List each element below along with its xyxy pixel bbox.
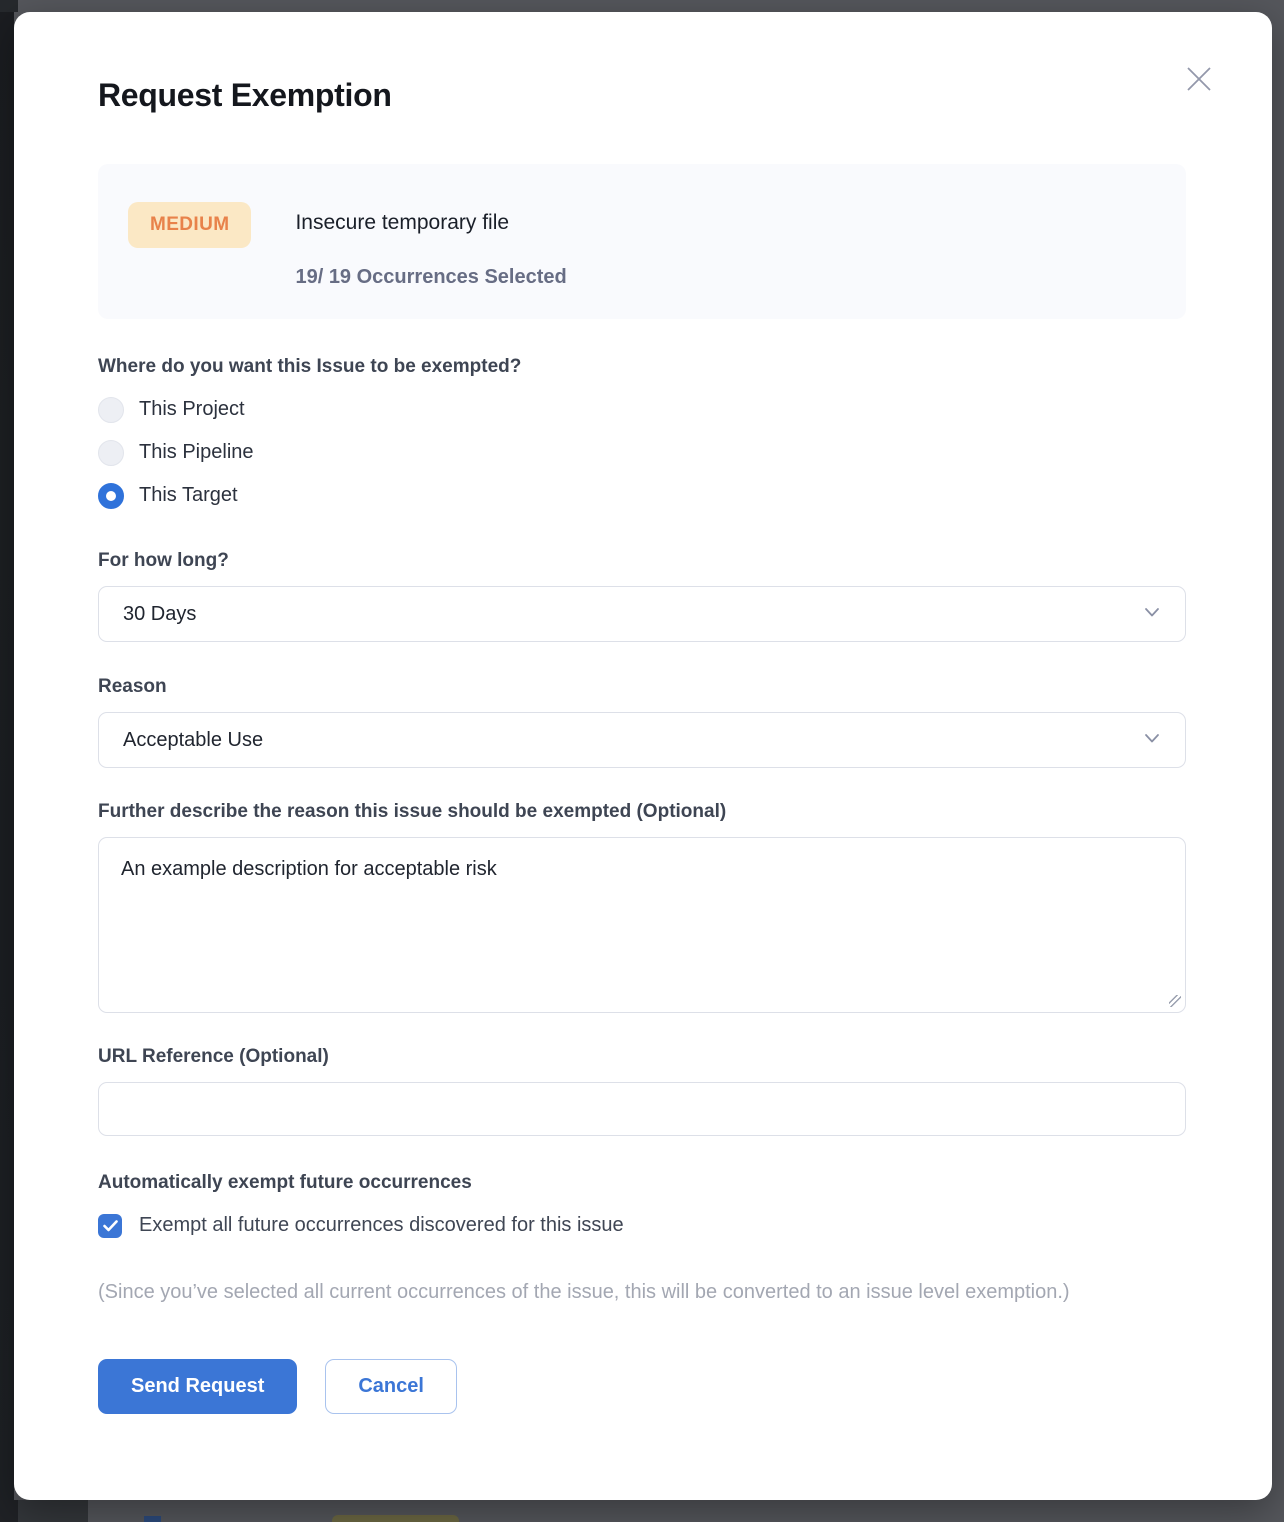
description-textarea-wrap — [98, 837, 1186, 1013]
auto-exempt-checkbox-row[interactable] — [98, 1212, 1186, 1239]
dimmed-background-sidebar — [0, 0, 14, 1522]
occurrences-selected: 19/ 19 Occurrences Selected — [295, 266, 567, 288]
duration-select[interactable] — [98, 586, 1186, 642]
issue-summary-card — [98, 164, 1186, 319]
severity-badge: MEDIUM — [128, 202, 251, 248]
conversion-note: (Since you’ve selected all current occurrences of the issue, this will be converted to an issue level exemption.) — [98, 1281, 1070, 1303]
radio-this-target[interactable] — [98, 482, 1186, 509]
radio-circle-unselected[interactable] — [98, 397, 124, 423]
radio-label: This Project — [139, 398, 245, 420]
dimmed-background-icon — [144, 1516, 161, 1522]
url-reference-input[interactable] — [98, 1082, 1186, 1136]
dimmed-background-block — [0, 0, 18, 12]
auto-exempt-label: Automatically exempt future occurrences — [98, 1172, 472, 1193]
auto-exempt-checkbox-label: Exempt all future occurrences discovered for this issue — [139, 1214, 624, 1236]
scope-question-label: Where do you want this Issue to be exempted? — [98, 356, 522, 377]
radio-circle-unselected[interactable] — [98, 440, 124, 466]
reason-label: Reason — [98, 676, 167, 697]
reason-select[interactable] — [98, 712, 1186, 768]
radio-circle-selected[interactable] — [98, 483, 124, 509]
checkbox-checked-icon[interactable] — [98, 1214, 122, 1238]
url-reference-label: URL Reference (Optional) — [98, 1046, 329, 1067]
dimmed-background-footer-corner — [0, 1500, 18, 1522]
issue-title: Insecure temporary file — [295, 211, 510, 234]
radio-label: This Target — [139, 484, 238, 506]
dialog-title: Request Exemption — [98, 77, 392, 113]
close-icon[interactable] — [1182, 62, 1216, 96]
duration-label: For how long? — [98, 550, 229, 571]
send-request-button[interactable]: Send Request — [98, 1359, 297, 1414]
scope-radio-group — [98, 396, 1186, 509]
radio-this-pipeline[interactable] — [98, 439, 1186, 466]
description-label: Further describe the reason this issue should be exempted (Optional) — [98, 801, 727, 822]
dimmed-background-badge — [332, 1515, 459, 1522]
dialog-actions — [98, 1359, 1186, 1414]
duration-value: 30 Days — [123, 602, 197, 625]
reason-value: Acceptable Use — [123, 728, 264, 751]
chevron-down-icon — [1143, 729, 1161, 752]
request-exemption-dialog — [14, 12, 1272, 1500]
cancel-button[interactable]: Cancel — [325, 1359, 457, 1414]
description-textarea[interactable] — [98, 837, 1186, 1013]
chevron-down-icon — [1143, 603, 1161, 626]
radio-this-project[interactable] — [98, 396, 1186, 423]
radio-label: This Pipeline — [139, 441, 254, 463]
